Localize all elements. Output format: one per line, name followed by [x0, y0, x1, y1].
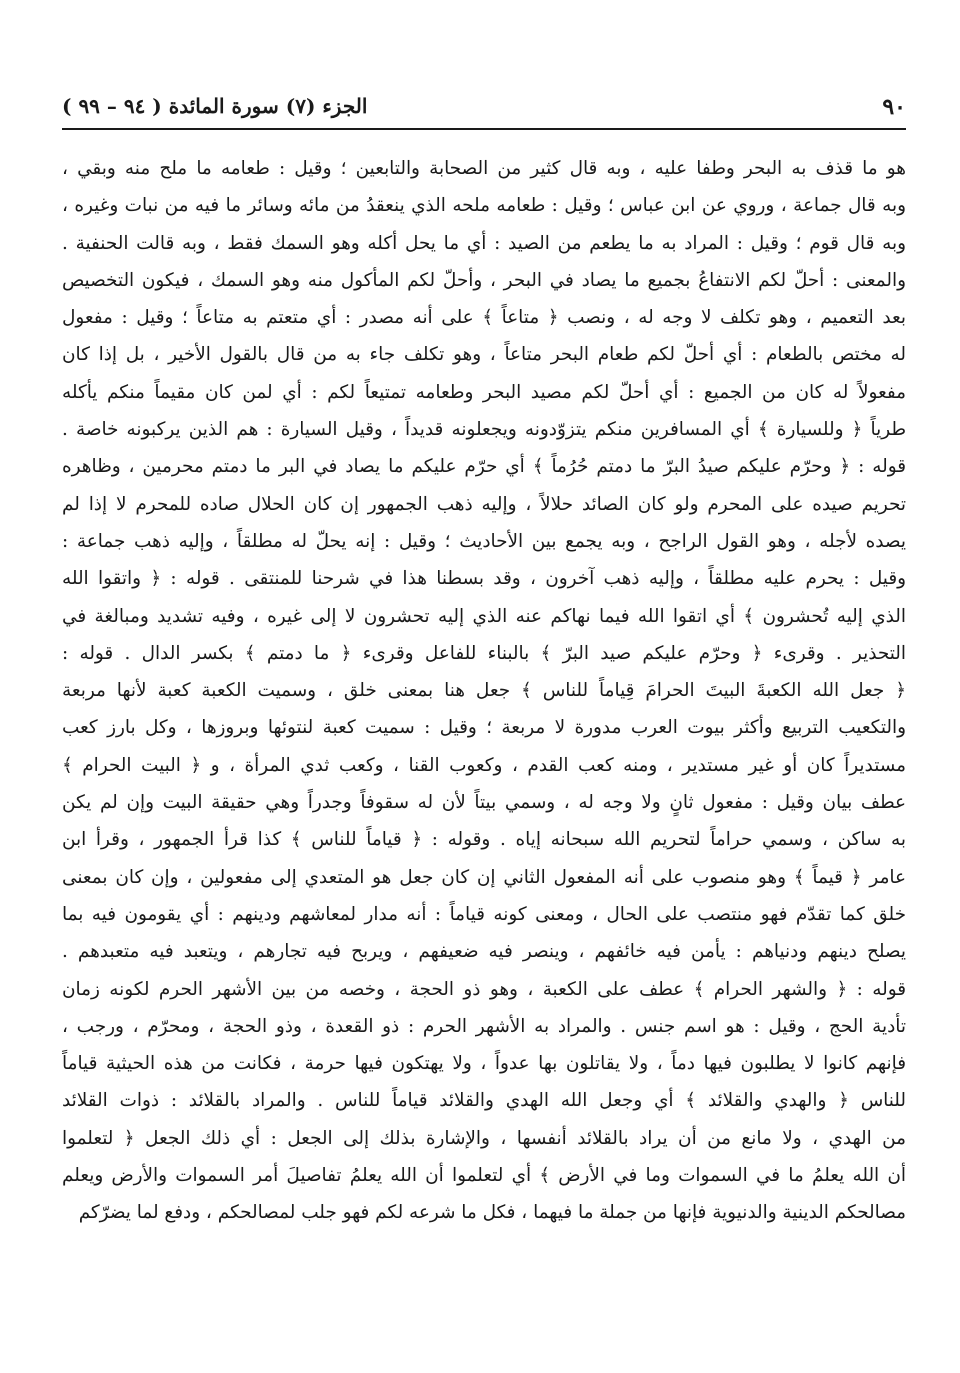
text-line: به ساكن ، وسمي حراماً لتحريم الله سبحانه إياه . وقوله : ﴿ قياماً للناس ﴾ كذا قرأ الجمهور ، وقرأ ابن — [62, 829, 906, 851]
text-line: ﴿ جعل الله الكعبةَ البيتَ الحرامَ قِياماً للناس ﴾ جعل هنا بمعنى خلق ، وسميت الكعبة كعبة لأنها مربعة — [62, 680, 906, 702]
text-line: من الهدي ، ولا مانع من أن يراد بالقلائد أنفسها ، والإشارة بذلك إلى الجعل : أي ذلك الجعل ﴿ لتعلموا — [62, 1127, 906, 1149]
text-line: للناس ﴿ والهدي والقلائد ﴾ أي وجعل الله الهدي والقلائد قياماً للناس . والمراد بالقلائد : ذوات القلائد — [62, 1090, 906, 1112]
body-text — [62, 150, 906, 1232]
text-line: والتكعيب التربيع وأكثر بيوت العرب مدورة لا مربعة ؛ وقيل : سميت كعبة لنتوئها وبروزها ، وكل بارز كعب — [62, 717, 906, 739]
running-title: الجزء (٧) سورة المائدة ( ٩٤ – ٩٩ ) — [62, 94, 368, 118]
text-line: بعد التعميم ، وهو تكلف لا وجه له ، ونصب ﴿ متاعاً ﴾ على أنه مصدر : أي متعتم به متاعاً ؛ وقيل : مفعول — [62, 307, 906, 329]
page-number: ٩٠ — [882, 94, 906, 120]
text-line: قوله : ﴿ وحرّم عليكم صيدُ البرّ ما دمتم حُرُماً ﴾ أي حرّم عليكم ما يصاد في البر ما دمتم محرمين ، وظاهره — [62, 456, 906, 478]
text-line: يصده لأجله ، وهو القول الراجح ، وبه يجمع بين الأحاديث ؛ وقيل : إنه يحلّ له مطلقاً ، وإليه ذهب جماعة : — [62, 530, 906, 552]
text-line: تأدية الحج ، وقيل : هو اسم جنس . والمراد به الأشهر الحرم : ذو القعدة ، وذو الحجة ، ومحرّم ، ورجب ، — [62, 1015, 906, 1037]
text-line: مستديراً كان أو غير مستدير ، ومنه كعب القدم ، وكعوب القنا ، وكعب ثدي المرأة ، و ﴿ البيت الحرام ﴾ — [62, 754, 906, 776]
page-header — [62, 90, 906, 124]
text-line: الذي إليه تُحشرون ﴾ أي اتقوا الله فيما نهاكم عنه الذي إليه تحشرون لا إلى غيره ، وفيه تشديد ومبالغة في — [62, 605, 906, 627]
text-line: التحذير . وقرىء ﴿ وحرّم عليكم صيد البرّ ﴾ بالبناء للفاعل وقرىء ﴿ ما دمتم ﴾ بكسر الدال . قوله : — [62, 642, 906, 664]
text-line: أن الله يعلمُ ما في السموات وما في الأرض ﴾ أي لتعلموا أن الله يعلمُ تفاصيلَ أمر السموات والأرض ويعلم — [62, 1165, 906, 1187]
text-line: فإنهم كانوا لا يطلبون فيها دماً ، ولا يقاتلون بها عدواً ، ولا يهتكون فيها حرمة ، فكانت من هذه الحيثية قياماً — [62, 1053, 906, 1075]
text-line: قوله : ﴿ والشهر الحرام ﴾ عطف على الكعبة ، وهو ذو الحجة ، وخصه من بين الأشهر الحرم لكونه زمان — [62, 978, 906, 1000]
text-line: عامر ﴿ قيماً ﴾ وهو منصوب على أنه المفعول الثاني إن كان جعل هو المتعدي إلى مفعولين ، وإن كان بمعنى — [62, 866, 906, 888]
text-line: وبه قال قوم ؛ وقيل : المراد به ما يطعم من الصيد : أي ما يحل أكله وهو السمك فقط ، وبه قالت الحنفية . — [62, 232, 906, 254]
text-line: وبه قال جماعة ، وروي عن ابن عباس ؛ وقيل : طعامه ملحه الذي ينعقدُ من مائه وسائر ما فيه من نبات وغيره ، — [62, 195, 906, 217]
text-line: خلق كما تقدّم فهو منتصب على الحال ، ومعنى كونه قياماً : أنه مدار لمعاشهم ودينهم : أي يقومون فيه بما — [62, 903, 906, 925]
text-line: تحريم صيده على المحرم ولو كان الصائد حلالاً ، وإليه ذهب الجمهور إن كان الحلال صاده للمحرم لا إذا لم — [62, 493, 906, 515]
text-line: هو ما قذف به البحر وطفا عليه ، وبه قال كثير من الصحابة والتابعين ؛ وقيل : طعامه ما ملح منه وبقي ، — [62, 158, 906, 179]
text-line: وقيل : يحرم عليه مطلقاً ، وإليه ذهب آخرون ، وقد بسطنا هذا في شرحنا للمنتقى . قوله : ﴿ واتقوا الله — [62, 568, 906, 590]
text-line: عطف بيان وقيل : مفعول ثانٍ ولا وجه له ، وسمي بيتاً لأن له سقوفاً وجدراً وهي حقيقة البيت وإن لم يكن — [62, 792, 906, 814]
text-line: له مختص بالطعام : أي أحلّ لكم طعام البحر متاعاً ، وهو تكلف جاء به من قال بالقول الأخير ، بل إذا كان — [62, 344, 906, 366]
text-line: والمعنى : أحلّ لكم الانتفاعُ بجميع ما يصاد في البحر ، وأحلّ لكم المأكول منه وهو السمك ، فيكون التخصيص — [62, 269, 906, 291]
text-line: مفعولاً له كان من الجميع : أي أحلّ لكم مصيد البحر وطعامه تمتيعاً لكم : أي لمن كان مقيماً منكم يأكله — [62, 381, 906, 403]
text-line: طرياً ﴿ وللسيارة ﴾ أي المسافرين منكم يتزوّدونه ويجعلونه قديداً ، وقيل السيارة : هم الذين يركبونه خاصة . — [62, 419, 906, 441]
text-line: مصالحكم الدينية والدنيوية فإنها من جملة ما فيهما ، فكل ما شرعه لكم فهو جلب لمصالحكم ، ودفع لما يضرّكم — [78, 1202, 906, 1224]
header-divider — [62, 128, 906, 130]
text-line: يصلح دينهم ودنياهم : يأمن فيه خائفهم ، وينصر فيه ضعيفهم ، ويربح فيه تجارهم ، ويتعبد فيه متعبدهم . — [62, 941, 906, 963]
